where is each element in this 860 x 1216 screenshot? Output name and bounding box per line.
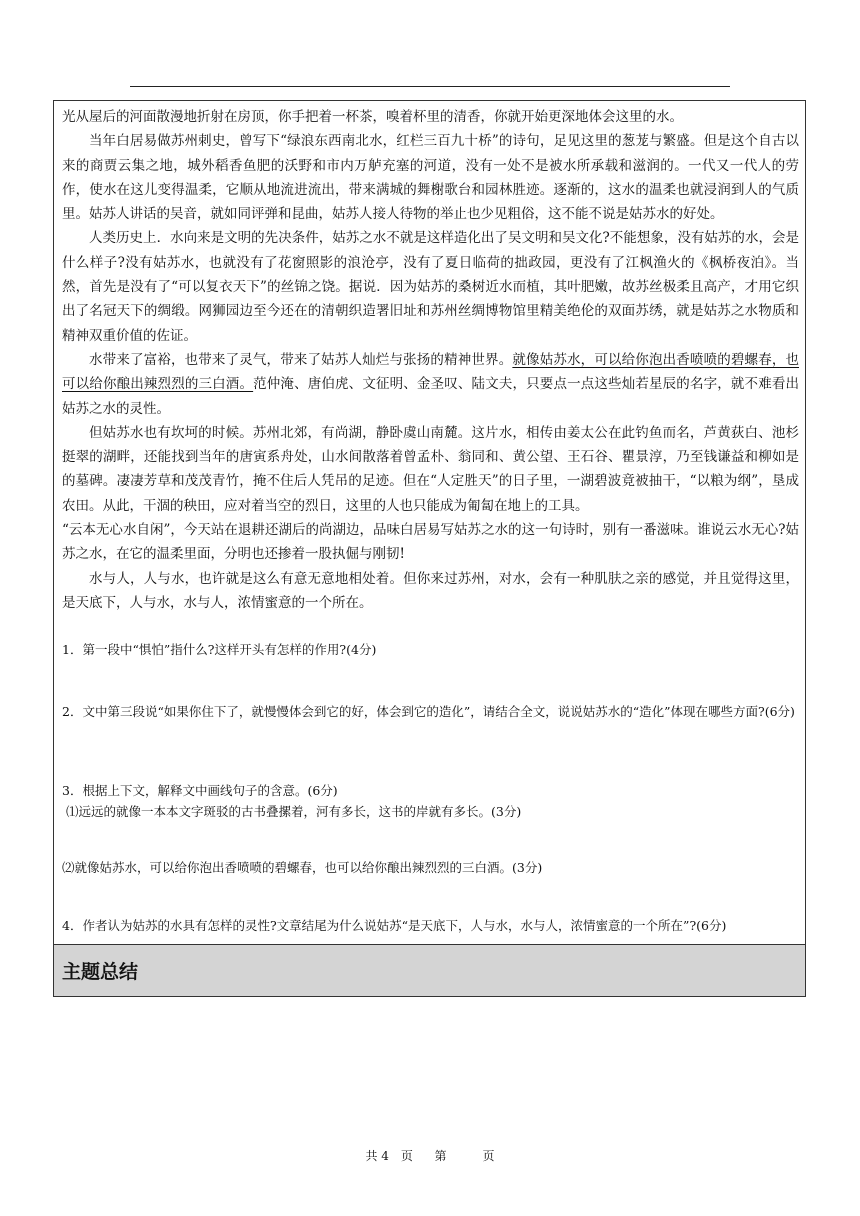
question-1: 1．第一段中“惧怕”指什么?这样开头有怎样的作用?(4分): [62, 642, 377, 657]
summary-section: [54, 944, 805, 996]
passage-paragraph: “云本无心水自闲”，今天站在退耕还湖后的尚湖边，品味白居易写姑苏之水的这一句诗时，别有一番滋味。谁说云水无心?姑苏之水，在它的温柔里面，分明也还掺着一股执倔与刚韧!: [62, 522, 799, 563]
summary-title: 主题总结: [62, 961, 139, 983]
header-rule: [130, 86, 730, 87]
passage-text: 范仲淹、唐伯虎、文征明、金圣叹、陆文夫，只要点一点这些灿若星辰的名字，就不难看出姑苏之水的灵性。: [62, 376, 800, 417]
passage-text: 水带来了富裕，也带来了灵气，带来了姑苏人灿烂与张扬的精神世界。: [89, 351, 513, 368]
question-3: 3．根据上下文，解释文中画线句子的含意。(6分): [62, 783, 338, 798]
passage-paragraph: 光从屋后的河面散漫地折射在房顶，你手把着一杯茶，嗅着杯里的清香，你就开始更深地体会这里的水。: [62, 109, 683, 125]
question-2: [62, 701, 797, 722]
reading-passage: [62, 105, 799, 615]
passage-paragraph: 但姑苏水也有坎坷的时候。苏州北郊，有尚湖，静卧虞山南麓。这片水，相传由姜太公在此钓鱼而名，芦黄荻白、池杉挺翠的湖畔，还能找到当年的唐寅系舟处，山水间散落着曾孟朴、翁同和、黄公望、王石谷、瞿景淳，乃至钱谦益和柳如是的墓碑。凄凄芳草和茂茂青竹，掩不住后人凭吊的足迹。但在“人定胜天”的日子里，一湖碧波竟被抽干，“以粮为纲”，垦成农田。从此，干涸的秧田，应对着当空的烈日，这里的人也只能成为匍匐在地上的工具。: [62, 424, 799, 514]
question-3-part-1: ⑴远远的就像一本本文字斑驳的古书叠摞着，河有多长，这书的岸就有多长。(3分): [66, 804, 522, 819]
content-table: [53, 100, 806, 997]
passage-paragraph: 当年白居易做苏州刺史，曾写下“绿浪东西南北水，红栏三百九十桥”的诗句，足见这里的葱茏与繁盛。但是这个自古以来的商贾云集之地，城外稻香鱼肥的沃野和市内万舻充塞的河道，没有一处不是被水所承载和滋润的。一代又一代人的劳作，使水在这儿变得温柔，它顺从地流进流出，带来满城的舞榭歌台和园林胜迹。逐渐的，这水的温柔也就浸润到人的气质里。姑苏人讲话的吴音，就如同评弹和昆曲，姑苏人接人待物的举止也少见粗俗，这不能不说是姑苏水的好处。: [62, 133, 799, 223]
page-total: 共 4 页: [365, 1149, 413, 1163]
page-footer: [0, 1147, 860, 1164]
passage-paragraph: 人类历史上．水向来是文明的先决条件，姑苏之水不就是这样造化出了吴文明和吴文化?不能想象，没有姑苏的水，会是什么样子?没有姑苏水，也就没有了花窗照影的浪沧亭，没有了夏日临荷的拙政园，更没有了江枫渔火的《枫桥夜泊》。当然，首先是没有了“可以复衣天下”的丝锦之饶。据说．因为姑苏的桑树近水而植，其叶肥嫩，故苏丝极柔且高产，才用它织出了名冠天下的绸缎。网狮园边至今还在的清朝织造署旧址和苏州丝绸博物馆里精美绝伦的双面苏绣，就是姑苏之水物质和精神双重价值的佐证。: [62, 230, 799, 344]
question-2-text: 2．文中第三段说“如果你住下了，就慢慢体会到它的好，体会到它的造化”，请结合全文，说说姑苏水的“造化”体现在哪些方面?(6分): [62, 704, 795, 719]
underlined-sentence: 就像姑苏水，可以给你泡出香喷喷的碧螺春，也可以给你酿出辣烈烈的三白酒。: [62, 351, 800, 393]
page-number: 第 页: [434, 1149, 495, 1163]
passage-paragraph: [62, 348, 799, 421]
question-4: 4．作者认为姑苏的水具有怎样的灵性?文章结尾为什么说姑苏“是天底下，人与水，水与人，浓情蜜意的一个所在”?(6分): [62, 918, 727, 933]
question-3-part-2: ⑵就像姑苏水，可以给你泡出香喷喷的碧螺春，也可以给你酿出辣烈烈的三白酒。(3分): [62, 860, 543, 875]
passage-paragraph: 水与人，人与水，也许就是这么有意无意地相处着。但你来过苏州，对水，会有一种肌肤之亲的感觉，并且觉得这里，是天底下，人与水，水与人，浓情蜜意的一个所在。: [62, 570, 799, 611]
